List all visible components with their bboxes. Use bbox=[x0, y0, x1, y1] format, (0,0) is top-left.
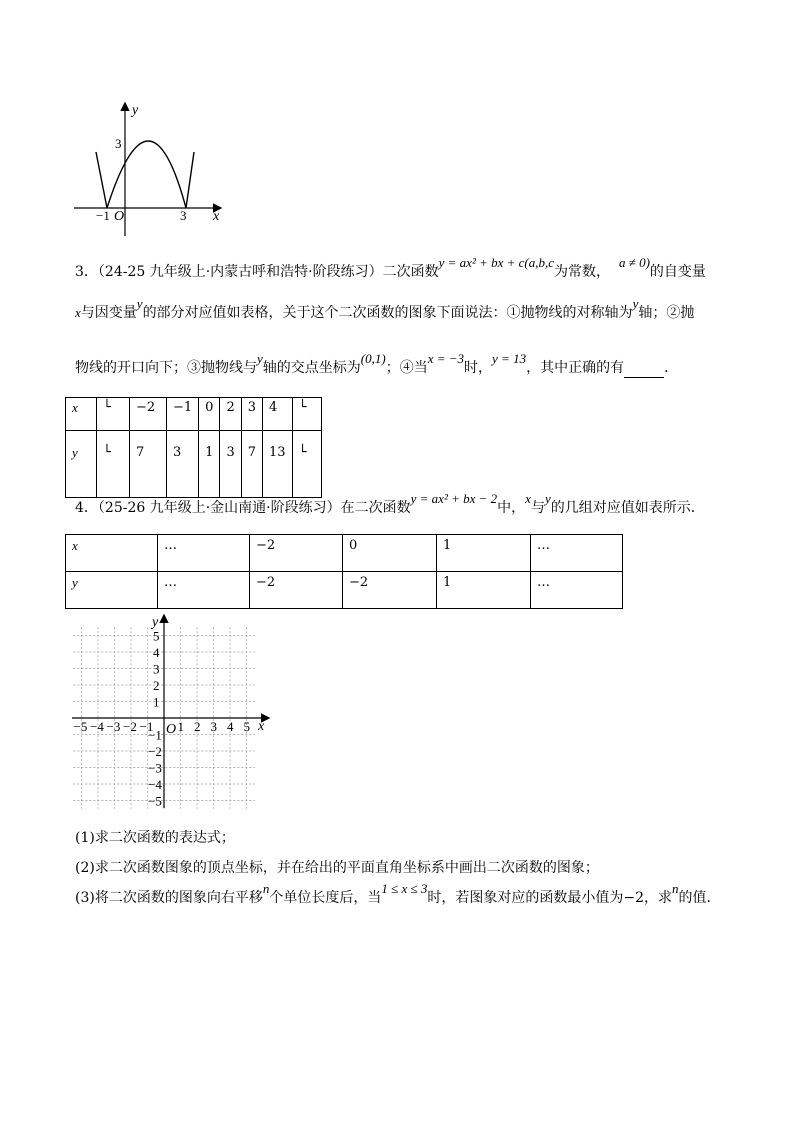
origin-label: O bbox=[114, 209, 125, 224]
q3-table bbox=[65, 397, 322, 498]
y-tick-label: −5 bbox=[148, 793, 162, 809]
x-tick-label: 4 bbox=[227, 719, 234, 734]
table-row: y … −2 −2 1 … bbox=[66, 572, 623, 609]
y-tick-label: 3 bbox=[153, 661, 160, 677]
parabola-graph bbox=[70, 100, 230, 240]
x-tick-label: 1 bbox=[177, 719, 184, 734]
tick-3x: 3 bbox=[180, 208, 187, 223]
x-tick-label: −4 bbox=[90, 719, 104, 734]
q4-line1: 4．（25-26 九年级上·金山南通·阶段练习）在二次函数y = ax² + bx − 2中，x与y的几组对应值如表所示． bbox=[75, 491, 705, 516]
tick-minus1: −1 bbox=[96, 208, 110, 223]
q4-sub3: (3)将二次函数的图象向右平移n个单位长度后，当1 ≤ x ≤ 3时，若图象对应的函数最小值为−2，求n的值． bbox=[75, 881, 721, 906]
answer-blank[interactable] bbox=[624, 363, 664, 378]
origin-label: O bbox=[166, 722, 177, 737]
y-axis-label: y bbox=[132, 103, 139, 118]
x-tick-label: 5 bbox=[243, 719, 250, 734]
x-tick-label: −2 bbox=[123, 719, 137, 734]
q3-line1: 3．（24-25 九年级上·内蒙古呼和浩特·阶段练习）二次函数y = ax² + bx + c(a,b,c为常数， a ≠ 0)的自变量 bbox=[75, 255, 706, 280]
y-tick-label: −3 bbox=[148, 760, 162, 776]
y-tick-label: 4 bbox=[153, 645, 160, 660]
y-tick-label: −1 bbox=[148, 727, 162, 743]
y-tick-label: 5 bbox=[153, 628, 160, 644]
coordinate-grid[interactable] bbox=[70, 612, 280, 812]
y-axis-label: y bbox=[152, 615, 159, 630]
x-axis-label: x bbox=[258, 719, 265, 734]
tick-3y: 3 bbox=[115, 136, 122, 151]
parabola-curve bbox=[96, 141, 194, 208]
x-tick-label: −1 bbox=[139, 719, 154, 734]
y-tick-label: 2 bbox=[153, 678, 160, 693]
table-row: y └ 7 3 1 3 7 13 └ bbox=[66, 431, 322, 498]
x-tick-label: 2 bbox=[194, 719, 201, 734]
x-tick-label: −5 bbox=[73, 719, 88, 734]
q4-sub2: (2)求二次函数图象的顶点坐标，并在给出的平面直角坐标系中画出二次函数的图象； bbox=[75, 860, 599, 876]
q4-table bbox=[65, 534, 623, 609]
table-row: x └ −2 −1 0 2 3 4 └ bbox=[66, 398, 322, 431]
table-row: x … −2 0 1 … bbox=[66, 535, 623, 572]
y-tick-label: 1 bbox=[153, 694, 160, 710]
q4-sub1: (1)求二次函数的表达式； bbox=[75, 830, 235, 846]
x-axis-label: x bbox=[213, 209, 220, 224]
x-tick-label: −3 bbox=[106, 719, 121, 734]
y-tick-label: −2 bbox=[148, 744, 162, 759]
x-tick-label: 3 bbox=[210, 719, 217, 734]
q3-line2: x与因变量y的部分对应值如表格，关于这个二次函数的图象下面说法：①抛物线的对称轴为y轴；②抛 bbox=[75, 296, 695, 321]
y-tick-label: −4 bbox=[148, 777, 162, 792]
q3-line3: 物线的开口向下；③抛物线与y轴的交点坐标为(0,1)；④当x = −3时，y = 13，其中正确的有 ． bbox=[75, 351, 679, 376]
